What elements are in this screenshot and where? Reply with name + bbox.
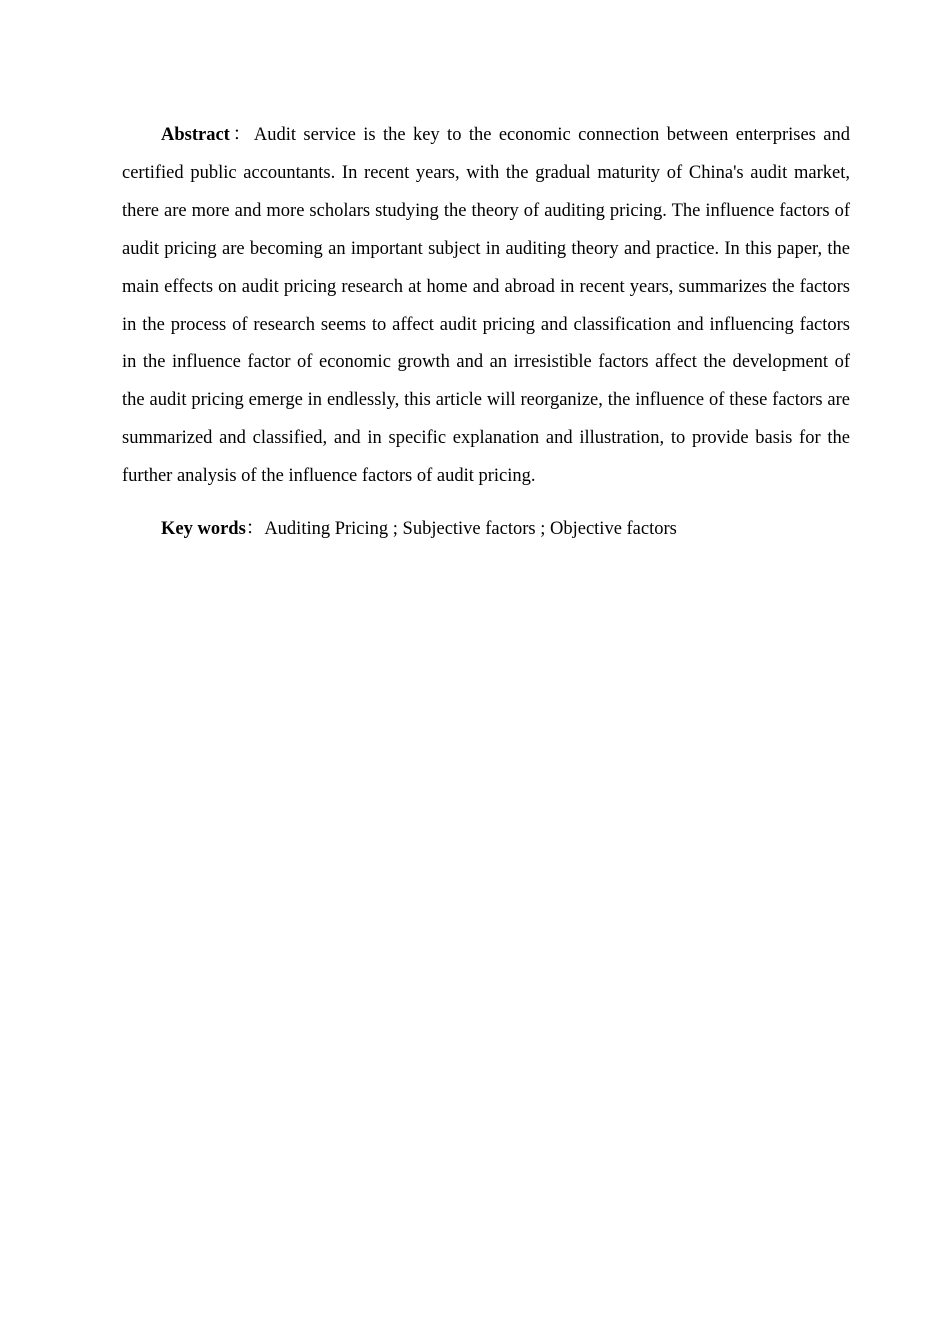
keywords-label: Key words [161, 519, 246, 540]
abstract-label: Abstract [161, 125, 230, 145]
keywords-paragraph [122, 511, 850, 549]
document-body [122, 117, 850, 549]
abstract-separator: ： [229, 125, 254, 145]
abstract-paragraph [122, 117, 850, 496]
abstract-text: Audit service is the key to the economic connection between enterprises and certified public accountants. In recent years, with the gradual maturity of China's audit market, there are more and more scholars studying the theory of auditing pricing. The influence factors of audit pricing are becoming an important subject in auditing theory and practice. In this paper, the main effects on audit pricing research at home and abroad in recent years, summarizes the factors in the process of research seems to affect audit pricing and classification and influencing factors in the influence factor of economic growth and an irresistible factors affect the development of the audit pricing emerge in endlessly, this article will reorganize, the influence of these factors are summarized and classified, and in specific explanation and illustration, to provide basis for the further analysis of the influence factors of audit pricing. [122, 125, 850, 487]
keywords-text: Auditing Pricing ; Subjective factors ; Objective factors [264, 519, 677, 540]
keywords-separator: ： [245, 519, 265, 540]
